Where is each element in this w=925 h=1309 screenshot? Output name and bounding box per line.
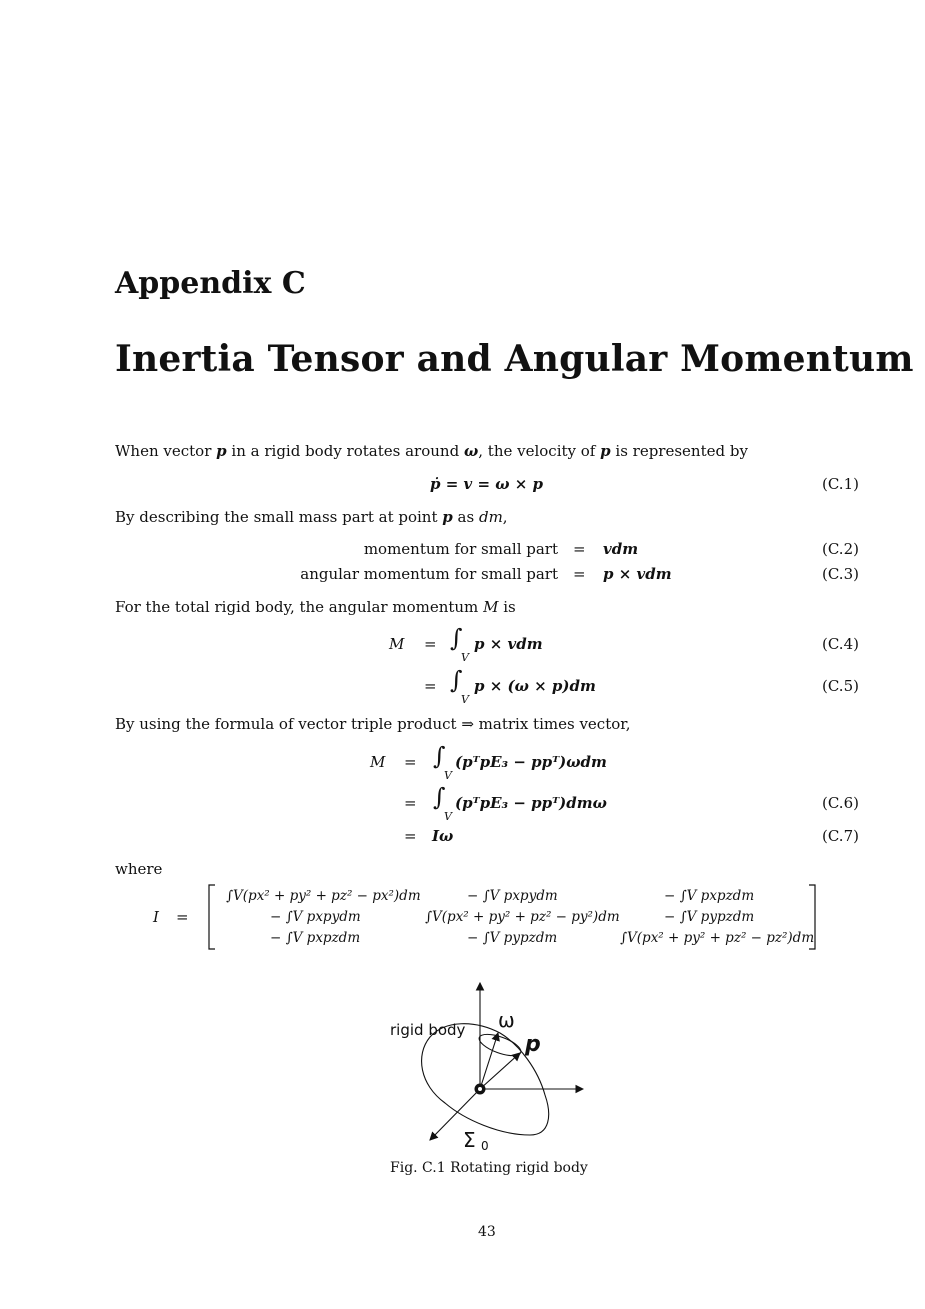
equation-c2-label: momentum for small part: [363, 540, 558, 558]
integral-subscript: V: [444, 769, 452, 782]
equation-c4-equals: =: [424, 635, 437, 653]
frame-subscript: 0: [481, 1139, 489, 1153]
omega-label: ω: [498, 1008, 515, 1032]
paragraph-intro: When vector p in a rigid body rotates around ω, the velocity of p is represented by: [115, 442, 748, 460]
frame-label: Σ: [463, 1128, 476, 1152]
equation-c6-equals: =: [404, 794, 417, 812]
equation-c6a-equals: =: [404, 753, 417, 771]
equation-number-c6: (C.6): [822, 794, 859, 812]
equation-number-c1: (C.1): [822, 475, 859, 493]
equation-c3-label: angular momentum for small part: [300, 565, 558, 583]
matrix-equals: =: [176, 908, 189, 926]
equation-c3-equals: =: [573, 565, 586, 583]
rotating-rigid-body-figure: [380, 975, 600, 1155]
chapter-title: Inertia Tensor and Angular Momentum: [115, 338, 914, 380]
matrix-cell: − ∫V pxpydm: [467, 888, 558, 904]
matrix-cell: ∫V(px² + py² + pz² − py²)dm: [425, 909, 620, 925]
equation-c2-rhs: vdm: [603, 540, 639, 558]
integral-sign: ∫: [433, 742, 446, 770]
appendix-label: Appendix C: [115, 266, 306, 301]
page-number: 43: [478, 1224, 496, 1240]
matrix-cell: − ∫V pypzdm: [664, 909, 755, 925]
equation-number-c3: (C.3): [822, 565, 859, 583]
integral-sign: ∫: [433, 783, 446, 811]
paragraph-total-body: For the total rigid body, the angular momentum M is: [115, 598, 516, 616]
figure-caption: Fig. C.1 Rotating rigid body: [390, 1160, 588, 1176]
equation-number-c2: (C.2): [822, 540, 859, 558]
equation-c6a-lhs: M: [370, 753, 386, 771]
paragraph-mass-part: By describing the small mass part at point p as dm,: [115, 508, 508, 526]
matrix-cell: − ∫V pxpzdm: [270, 930, 361, 946]
equation-c7-equals: =: [404, 827, 417, 845]
matrix-lhs: I: [153, 908, 159, 926]
paragraph-where: where: [115, 860, 163, 878]
equation-number-c5: (C.5): [822, 677, 859, 695]
paragraph-triple-product: By using the formula of vector triple product ⇒ matrix times vector,: [115, 715, 631, 733]
equation-c1: ṗ = v = ω × p: [430, 475, 544, 493]
equation-number-c7: (C.7): [822, 827, 859, 845]
equation-c4-lhs: M: [389, 635, 405, 653]
integral-sign: ∫: [450, 624, 463, 652]
equation-c3-rhs: p × vdm: [603, 565, 672, 583]
equation-c6-rhs: (pᵀpE₃ − ppᵀ)dmω: [455, 794, 607, 812]
matrix-cell: − ∫V pxpzdm: [664, 888, 755, 904]
integral-subscript: V: [444, 810, 452, 823]
rigid-body-label: rigid body: [390, 1021, 466, 1039]
equation-c5-equals: =: [424, 677, 437, 695]
equation-c5-rhs: p × (ω × p)dm: [474, 677, 596, 695]
matrix-cell: − ∫V pypzdm: [467, 930, 558, 946]
matrix-cell: − ∫V pxpydm: [270, 909, 361, 925]
integral-subscript: V: [461, 693, 469, 706]
equation-number-c4: (C.4): [822, 635, 859, 653]
equation-c6a-rhs: (pᵀpE₃ − ppᵀ)ωdm: [455, 753, 607, 771]
matrix-cell: ∫V(px² + py² + pz² − pz²)dm: [620, 930, 815, 946]
integral-subscript: V: [461, 651, 469, 664]
integral-sign: ∫: [450, 666, 463, 694]
equation-c4-rhs: p × vdm: [474, 635, 543, 653]
p-label: p: [525, 1032, 541, 1057]
equation-c2-equals: =: [573, 540, 586, 558]
matrix-cell: ∫V(px² + py² + pz² − px²)dm: [226, 888, 421, 904]
equation-c7-rhs: Iω: [432, 827, 454, 845]
